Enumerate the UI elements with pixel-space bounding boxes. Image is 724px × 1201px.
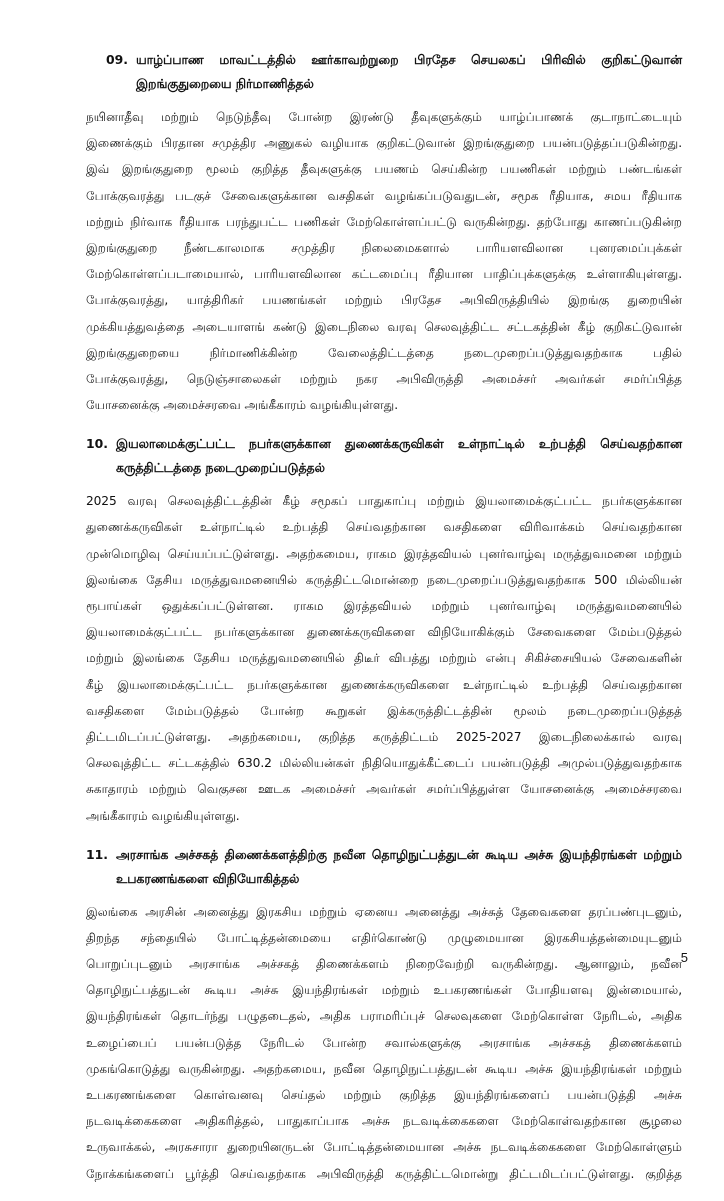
body-line: போக்குவரத்து படகுச் சேவைகளுக்கான வசதிகள் வழங்கப்படுவதுடன், சமூக ரீதியாக, சமய ரீதியாக — [86, 188, 682, 203]
body-line: இறங்குதுறையை நிர்மாணிக்கின்ற வேலைத்திட்டத்தை நடைமுறைப்படுத்துவதற்காக பதில் — [86, 345, 682, 360]
body-line: துணைக்கருவிகள் உள்நாட்டில் உற்பத்தி செய்வதற்கான வசதிகளை விரிவாக்கம் செய்வதற்கான — [86, 520, 682, 535]
body-line: இயலாமைக்குட்பட்ட நபர்களுக்கான துணைக்கருவிகளை விநியோகிக்கும் சேவைகளை மேம்படுத்தல் — [86, 625, 682, 640]
body-line: முகங்கொடுத்து வருகின்றது. அதற்கமைய, நவீன தொழிநுட்பத்துடன் கூடிய அச்சு இயந்திரங்கள் மற்றும் — [86, 1061, 682, 1076]
document-page — [86, 48, 682, 1201]
body-line: கீழ் இயலாமைக்குட்பட்ட நபர்களுக்கான துணைக்கருவிகளை உள்நாட்டில் உற்பத்தி செய்வதற்கான — [86, 677, 682, 692]
section-09 — [86, 48, 682, 418]
section-heading — [86, 843, 682, 891]
page-number: 5 — [680, 950, 688, 965]
body-line: திறந்த சந்தையில் போட்டித்தன்மையை எதிர்கொண்டு முழுமையான இரகசியத்தன்மையுடனும் — [86, 930, 682, 945]
body-line: இணைக்கும் பிரதான சமுத்திர அணுகல் வழியாக குறிகட்டுவான் இறங்குதுறை பயன்படுத்தப்படுகின்றது. — [86, 136, 682, 151]
section-body — [86, 104, 682, 418]
section-heading — [86, 48, 682, 96]
body-line: மற்றும் நிர்வாக ரீதியாக பரந்துபட்ட பணிகள் மேற்கொள்ளப்பட்டு வருகின்றது. தற்போது காணப்படுகின்ற — [86, 214, 682, 229]
body-line: போக்குவரத்து, நெடுஞ்சாலைகள் மற்றும் நகர அபிவிருத்தி அமைச்சர் அவர்கள் சமர்ப்பித்த — [86, 371, 682, 386]
section-10 — [86, 432, 682, 828]
section-title: இயலாமைக்குட்பட்ட நபர்களுக்கான துணைக்கருவிகள் உள்நாட்டில் உற்பத்தி செய்வதற்கான கருத்திட்டத்தை நடைமுறைப்படுத்தல் — [115, 436, 682, 476]
section-body — [86, 899, 682, 1187]
body-line: பொறுப்புடனும் அரசாங்க அச்சகத் திணைக்களம் நிறைவேற்றி வருகின்றது. ஆனாலும், நவீன — [86, 957, 682, 972]
body-line: முன்மொழிவு செய்யப்பட்டுள்ளது. அதற்கமைய, ராகம இரத்தவியல் புனர்வாழ்வு மருத்துவமனை மற்றும் — [86, 546, 682, 561]
body-line: மற்றும் இலங்கை தேசிய மருத்துவமனையில் திடீர் விபத்து மற்றும் என்பு சிகிச்சையியல் சேவைகளின் — [86, 651, 682, 666]
body-line: நோக்கங்களைப் பூர்த்தி செய்வதற்காக அபிவிருத்தி கருத்திட்டமொன்று திட்டமிடப்பட்டுள்ளது. குறித்த — [86, 1166, 682, 1181]
body-line: மேற்கொள்ளப்படாமையால், பாரியளவிலான கட்டமைப்பு ரீதியான பாதிப்புக்களுக்கு உள்ளாகியுள்ளது. — [86, 267, 682, 282]
body-line: யோசனைக்கு அமைச்சரவை அங்கீகாரம் வழங்கியுள்ளது. — [86, 398, 399, 413]
body-line: இயந்திரங்கள் தொடர்ந்து பழுதடைதல், அதிக பராமரிப்புச் செலவுகளை மேற்கொள்ள நேரிடல், அதிக — [86, 1009, 682, 1024]
body-line: நடவடிக்கைகளை அதிகரித்தல், பாதுகாப்பாக அச்சு நடவடிக்கைகளை மேற்கொள்வதற்கான சூழலை — [86, 1114, 682, 1129]
body-line: தொழிநுட்பத்துடன் கூடிய அச்சு இயந்திரங்கள் மற்றும் உபகரணங்கள் போதியளவு இன்மையால், — [86, 983, 682, 998]
body-line: உருவாக்கல், அரசுசாரா துறையினருடன் போட்டித்தன்மையான அச்சு நடவடிக்கைகளை மேற்கொள்ளும் — [86, 1140, 682, 1155]
section-number: 09. — [106, 52, 128, 67]
section-number: 10. — [86, 436, 108, 452]
body-line: முக்கியத்துவத்தை அடையாளங் கண்டு இடைநிலை வரவு செலவுத்திட்ட சட்டகத்தின் கீழ் குறிகட்டுவான் — [86, 319, 682, 334]
body-line: திட்டமிடப்பட்டுள்ளது. அதற்கமைய, குறித்த கருத்திட்டம் 2025-2027 இடைநிலைக்கால் வரவு — [86, 729, 682, 744]
body-line: 2025 வரவு செலவுத்திட்டத்தின் கீழ் சமூகப் பாதுகாப்பு மற்றும் இயலாமைக்குட்பட்ட நபர்களுக்கான — [86, 494, 682, 509]
body-line: உழைப்பைப் பயன்படுத்த நேரிடல் போன்ற சவால்களுக்கு அரசாங்க அச்சகத் திணைக்களம் — [86, 1035, 682, 1050]
body-line: நயினாதீவு மற்றும் நெடுந்தீவு போன்ற இரண்டு தீவுகளுக்கும் யாழ்ப்பாணக் குடாநாட்டையும் — [86, 110, 682, 124]
section-title: யாழ்ப்பாண மாவட்டத்தில் ஊர்காவற்றுறை பிரதேச செயலகப் பிரிவில் குறிகட்டுவான் இறங்குதுறையை நிர்மாணித்தல் — [135, 52, 682, 91]
section-body — [86, 488, 682, 828]
body-line: சுகாதாரம் மற்றும் வெகுசன ஊடக அமைச்சர் அவர்கள் சமர்ப்பித்துள்ள யோசனைக்கு அமைச்சரவை — [86, 782, 682, 797]
section-number: 11. — [86, 846, 108, 862]
section-11 — [86, 843, 682, 1187]
body-line: இறங்குதுறை நீண்டகாலமாக சமுத்திர நிலைமைகளால் பாரியளவிலான புனரமைப்புக்கள் — [86, 240, 682, 255]
body-line: அங்கீகாரம் வழங்கியுள்ளது. — [86, 808, 240, 823]
body-line: இலங்கை தேசிய மருத்துவமனையில் கருத்திட்டமொன்றை நடைமுறைப்படுத்துவதற்காக 500 மில்லியன் — [86, 572, 682, 587]
body-line: ரூபாய்கள் ஒதுக்கப்பட்டுள்ளன. ராகம இரத்தவியல் மற்றும் புனர்வாழ்வு மருத்துவமனையில் — [86, 599, 682, 613]
body-line: உபகரணங்களை கொள்வனவு செய்தல் மற்றும் குறித்த இயந்திரங்களைப் பயன்படுத்தி அச்சு — [86, 1088, 682, 1102]
body-line: போக்குவரத்து, யாத்திரிகர் பயணங்கள் மற்றும் பிரதேச அபிவிருத்தியில் இறங்கு துறையின் — [86, 293, 682, 308]
body-line: இலங்கை அரசின் அனைத்து இரகசிய மற்றும் ஏனைய அனைத்து அச்சுத் தேவைகளை தரப்பண்புடனும், — [86, 904, 682, 919]
section-heading — [86, 432, 682, 480]
body-line: செலவுத்திட்ட சட்டகத்தில் 630.2 மில்லியன்கள் நிதியொதுக்கீட்டைப் பயன்படுத்தி அமுல்படுத்துவதற்காக — [86, 756, 682, 771]
section-title: அரசாங்க அச்சகத் திணைக்களத்திற்கு நவீன தொழிநுட்பத்துடன் கூடிய அச்சு இயந்திரங்கள் மற்றும் உபகரணங்களை விநியோகித்தல் — [115, 846, 682, 886]
body-line: வசதிகளை மேம்படுத்தல் போன்ற கூறுகள் இக்கருத்திட்டத்தின் மூலம் நடைமுறைப்படுத்தத் — [86, 703, 682, 718]
body-line: இவ் இறங்குதுறை மூலம் குறித்த தீவுகளுக்கு பயணம் செய்கின்ற பயணிகள் மற்றும் பண்டங்கள் — [86, 162, 682, 177]
